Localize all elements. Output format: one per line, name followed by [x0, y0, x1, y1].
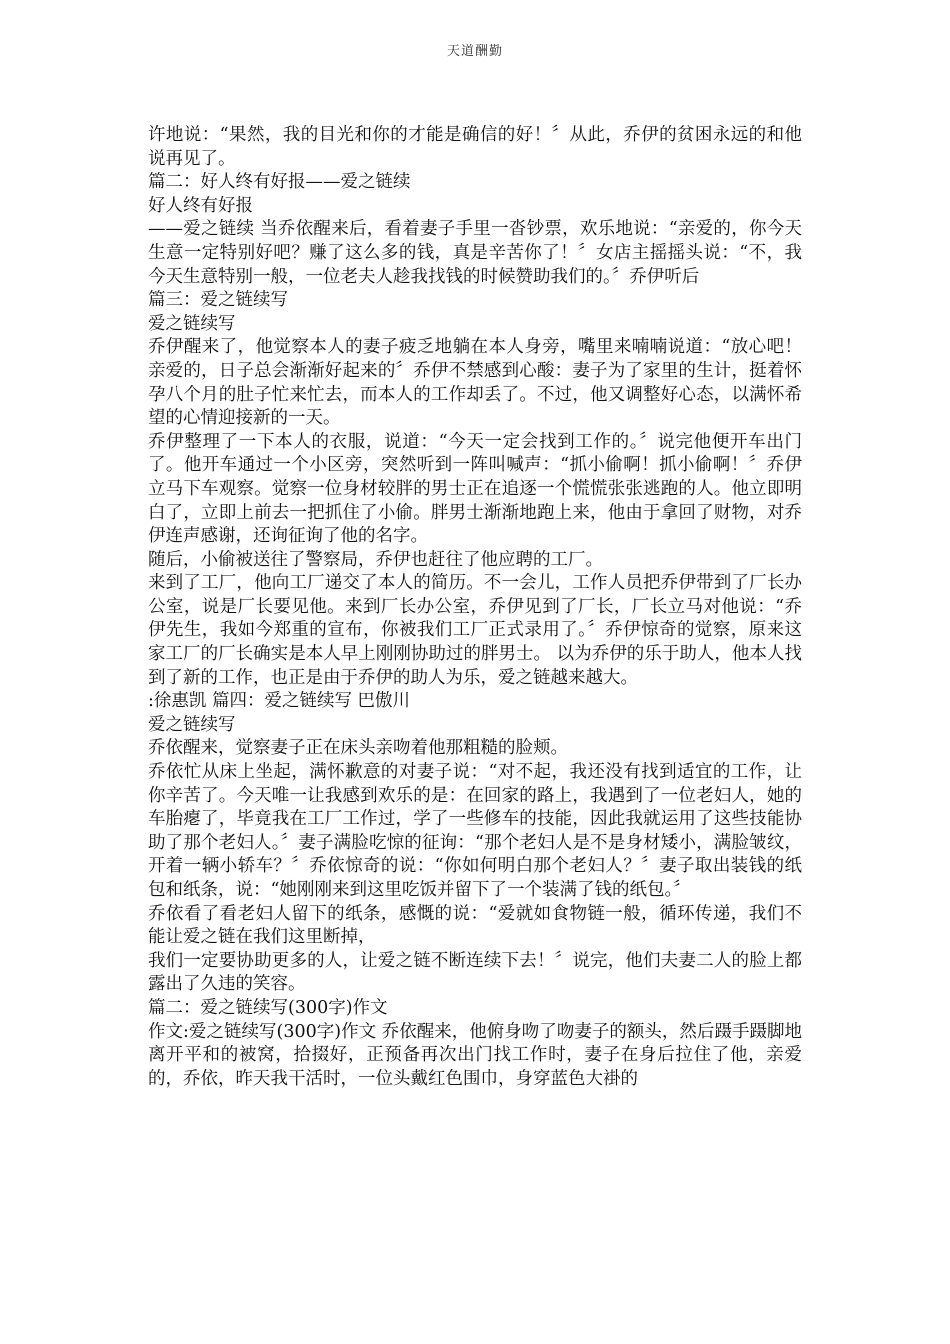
paragraph: 乔依忙从床上坐起，满怀歉意的对妻子说：“对不起，我还没有找到适宜的工作，让你辛苦了。今天唯一让我感到欢乐的是：在回家的路上，我遇到了一位老妇人，她的车胎瘪了，毕竟我在工厂工作过，学了一些修车的技能，因此我就运用了这些技能协助了那个老妇人。〞妻子满脸吃惊的征询：“那个老妇人是不是身材矮小，满脸皱纹，开着一辆小轿车？〞乔依惊奇的说：“你如何明白那个老妇人？〞妻子取出装钱的纸包和纸条，说：“她刚刚来到这里吃饭并留下了一个装满了钱的纸包。〞 — [148, 762, 802, 900]
paragraph: 作文:爱之链续写(300字)作文 乔依醒来，他俯身吻了吻妻子的额头，然后蹑手蹑脚地离开平和的被窝，拾掇好，正预备再次出门找工作时，妻子在身后拉住了他，亲爱的，乔依，昨天我干活时，一位头戴红色围巾，身穿蓝色大褂的 — [148, 1021, 802, 1089]
paragraph: 乔伊醒来了，他觉察本人的妻子疲乏地躺在本人身旁，嘴里来喃喃说道：“放心吧！亲爱的，日子总会渐渐好起来的〞乔伊不禁感到心酸：妻子为了家里的生计，挺着怀孕八个月的肚子忙来忙去，而本人的工作却丢了。不过，他又调整好心态，以满怀希望的心情迎接新的一天。 — [148, 337, 802, 429]
section-heading: :徐惠凯 篇四：爱之链续写 巴傲川 — [148, 691, 411, 712]
paragraph: 乔依看了看老妇人留下的纸条，感慨的说：“爱就如食物链一般，循环传递，我们不能让爱之链在我们这里断掉， — [148, 903, 802, 948]
paragraph: 我们一定要协助更多的人，让爱之链不断连续下去！〞说完，他们夫妻二人的脸上都露出了久违的笑容。 — [148, 950, 802, 995]
document-body — [148, 124, 802, 1091]
paragraph: 乔伊整理了一下本人的衣服，说道：“今天一定会找到工作的。〞说完他便开车出门了。他开车通过一个小区旁，突然听到一阵叫喊声：“抓小偷啊！抓小偷啊！〞乔伊立马下车观察。觉察一位身材较胖的男士正在追逐一个慌慌张张逃跑的人。他立即明白了，立即上前去一把抓住了小偷。胖男士渐渐地跑上来，他由于拿回了财物，对乔伊连声感谢，还询征询了他的名字。 — [148, 431, 802, 547]
page-header: 天道酬勤 — [446, 44, 503, 59]
paragraph-title: 好人终有好报 — [148, 195, 253, 216]
paragraph: 随后，小偷被送往了警察局，乔伊也赶往了他应聘的工厂。 — [148, 549, 603, 570]
paragraph: 乔依醒来，觉察妻子正在床头亲吻着他那粗糙的脸颊。 — [148, 738, 568, 759]
section-heading: 篇三：爱之链续写 — [148, 290, 288, 311]
paragraph: 许地说：“果然，我的目光和你的才能是确信的好！〞从此，乔伊的贫困永远的和他说再见了。 — [148, 125, 802, 169]
paragraph-title: 爱之链续写 — [148, 313, 236, 334]
paragraph: ——爱之链续 当乔依醒来后，看着妻子手里一沓钞票，欢乐地说：“亲爱的，你今天生意一定特别好吧？赚了这么多的钱，真是辛苦你了！〞女店主摇摇头说：“不，我今天生意特别一般，一位老夫人趁我找钱的时候赞助我们的。〞乔伊听后 — [148, 219, 802, 287]
section-heading: 篇二：好人终有好报——爱之链续 — [148, 172, 411, 193]
paragraph: 来到了工厂，他向工厂递交了本人的简历。不一会儿，工作人员把乔伊带到了厂长办公室，说是厂长要见他。来到厂长办公室，乔伊见到了厂长，厂长立马对他说：“乔伊先生，我如今郑重的宣布，你被我们工厂正式录用了。〞乔伊惊奇的觉察，原来这家工厂的厂长确实是本人早上刚刚协助过的胖男士。 以为乔伊的乐于助人，他本人找到了新的工作，也正是由于乔伊的助人为乐，爱之链越来越大。 — [148, 573, 802, 688]
section-heading: 篇二：爱之链续写(300字)作文 — [148, 997, 388, 1018]
paragraph-title: 爱之链续写 — [148, 714, 236, 735]
